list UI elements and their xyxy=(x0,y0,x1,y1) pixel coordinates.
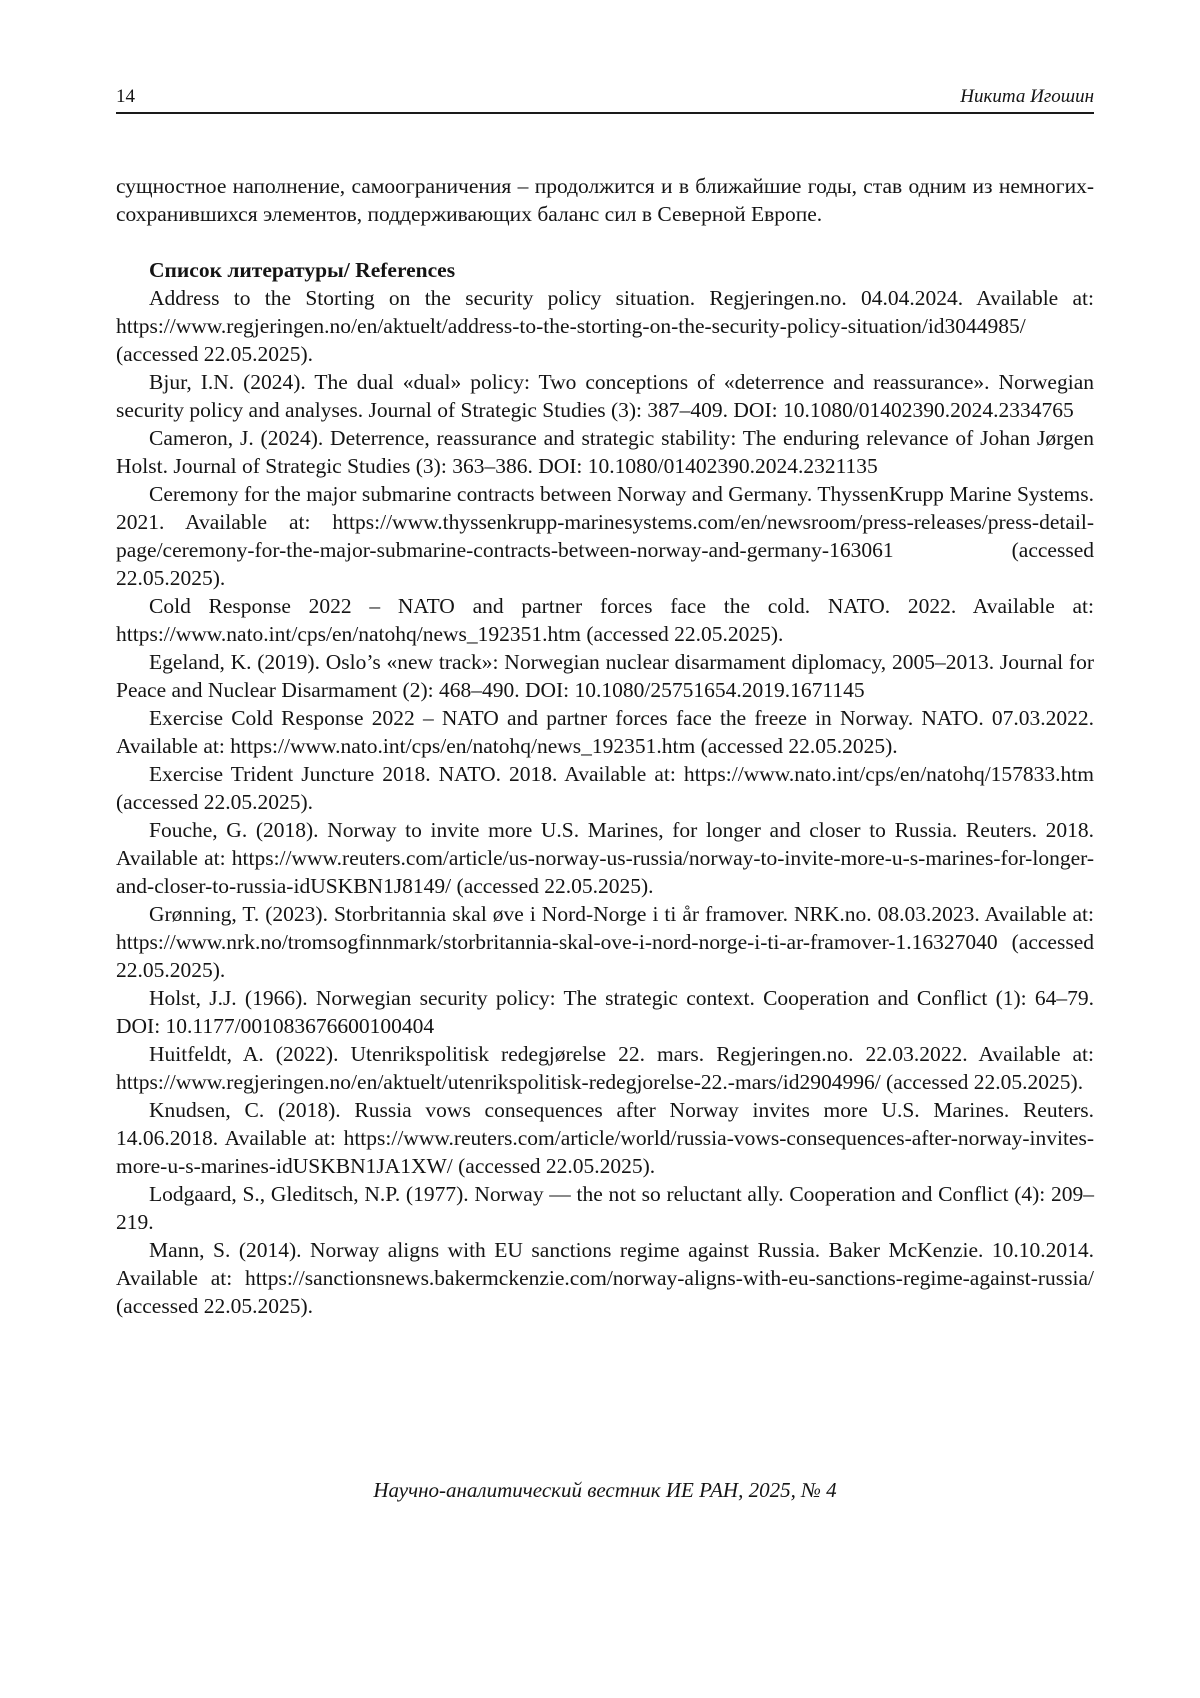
reference-item: Cameron, J. (2024). Deterrence, reassurance and strategic stability: The enduring relevance of Johan Jørgen Holst. Journal of Strategic Studies (3): 363–386. DOI: 10.1080/01402390.2024.2321135 xyxy=(116,426,1094,478)
reference-item: Egeland, K. (2019). Oslo’s «new track»: Norwegian nuclear disarmament diplomacy, 2005–2013. Journal for Peace and Nuclear Disarmament (2): 468–490. DOI: 10.1080/25751654.2019.1671145 xyxy=(116,650,1094,702)
main-content xyxy=(116,172,1094,1320)
page-number: 14 xyxy=(116,86,135,107)
running-head-author: Никита Игошин xyxy=(960,86,1094,107)
reference-item: Ceremony for the major submarine contracts between Norway and Germany. ThyssenKrupp Marine Systems. 2021. Available at: https://www.thyssenkrupp-marinesystems.com/en/newsroom/press-releases/press-detail-page/ceremony-for-the-major-submarine-contracts-between-norway-and-germany-163061 (accessed 22.05.2025). xyxy=(116,482,1094,590)
intro-paragraph: сущностное наполнение, самоограничения – продолжится и в ближайшие годы, став одним из немногих-сохранившихся элементов, поддерживающих баланс сил в Северной Европе. xyxy=(116,174,1094,226)
reference-list xyxy=(116,284,1094,1320)
reference-item: Huitfeldt, A. (2022). Utenrikspolitisk redegjørelse 22. mars. Regjeringen.no. 22.03.2022. Available at: https://www.regjeringen.no/en/aktuelt/utenrikspolitisk-redegjorelse-22.-mars/id2904996/ (accessed 22.05.2025). xyxy=(116,1042,1094,1094)
reference-item: Knudsen, C. (2018). Russia vows consequences after Norway invites more U.S. Marines. Reuters. 14.06.2018. Available at: https://www.reuters.com/article/world/russia-vows-consequences-after-norway-invites-more-u-s-marines-idUSKBN1JA1XW/ (accessed 22.05.2025). xyxy=(116,1098,1094,1178)
reference-item: Address to the Storting on the security policy situation. Regjeringen.no. 04.04.2024. Available at: https://www.regjeringen.no/en/aktuelt/address-to-the-storting-on-the-security-policy-situation/id3044985/ (accessed 22.05.2025). xyxy=(116,286,1094,366)
reference-item: Holst, J.J. (1966). Norwegian security policy: The strategic context. Cooperation and Conflict (1): 64–79. DOI: 10.1177/001083676600100404 xyxy=(116,986,1094,1038)
reference-item: Exercise Cold Response 2022 – NATO and partner forces face the freeze in Norway. NATO. 07.03.2022. Available at: https://www.nato.int/cps/en/natohq/news_192351.htm (accessed 22.05.2025). xyxy=(116,706,1094,758)
references-heading: Список литературы/ References xyxy=(149,258,456,282)
reference-item: Fouche, G. (2018). Norway to invite more U.S. Marines, for longer and closer to Russia. Reuters. 2018. Available at: https://www.reuters.com/article/us-norway-us-russia/norway-to-invite-more-u-s-marines-for-longer-and-closer-to-russia-idUSKBN1J8149/ (accessed 22.05.2025). xyxy=(116,818,1094,898)
reference-item: Grønning, T. (2023). Storbritannia skal øve i Nord-Norge i ti år framover. NRK.no. 08.03.2023. Available at: https://www.nrk.no/tromsogfinnmark/storbritannia-skal-ove-i-nord-norge-i-ti-ar-framover-1.16327040 (accessed 22.05.2025). xyxy=(116,902,1094,982)
reference-item: Lodgaard, S., Gleditsch, N.P. (1977). Norway — the not so reluctant ally. Cooperation and Conflict (4): 209–219. xyxy=(116,1182,1094,1234)
page-header xyxy=(116,84,1094,114)
reference-item: Mann, S. (2014). Norway aligns with EU sanctions regime against Russia. Baker McKenzie. 10.10.2014. Available at: https://sanctionsnews.bakermckenzie.com/norway-aligns-with-eu-sanctions-regime-against-russia/ (accessed 22.05.2025). xyxy=(116,1238,1094,1318)
reference-item: Bjur, I.N. (2024). The dual «dual» policy: Two conceptions of «deterrence and reassurance». Norwegian security policy and analyses. Journal of Strategic Studies (3): 387–409. DOI: 10.1080/01402390.2024.2334765 xyxy=(116,370,1094,422)
reference-item: Cold Response 2022 – NATO and partner forces face the cold. NATO. 2022. Available at: https://www.nato.int/cps/en/natohq/news_192351.htm (accessed 22.05.2025). xyxy=(116,594,1094,646)
reference-item: Exercise Trident Juncture 2018. NATO. 2018. Available at: https://www.nato.int/cps/en/natohq/157833.htm (accessed 22.05.2025). xyxy=(116,762,1094,814)
journal-footer: Научно-аналитический вестник ИЕ РАН, 2025, № 4 xyxy=(373,1478,837,1502)
